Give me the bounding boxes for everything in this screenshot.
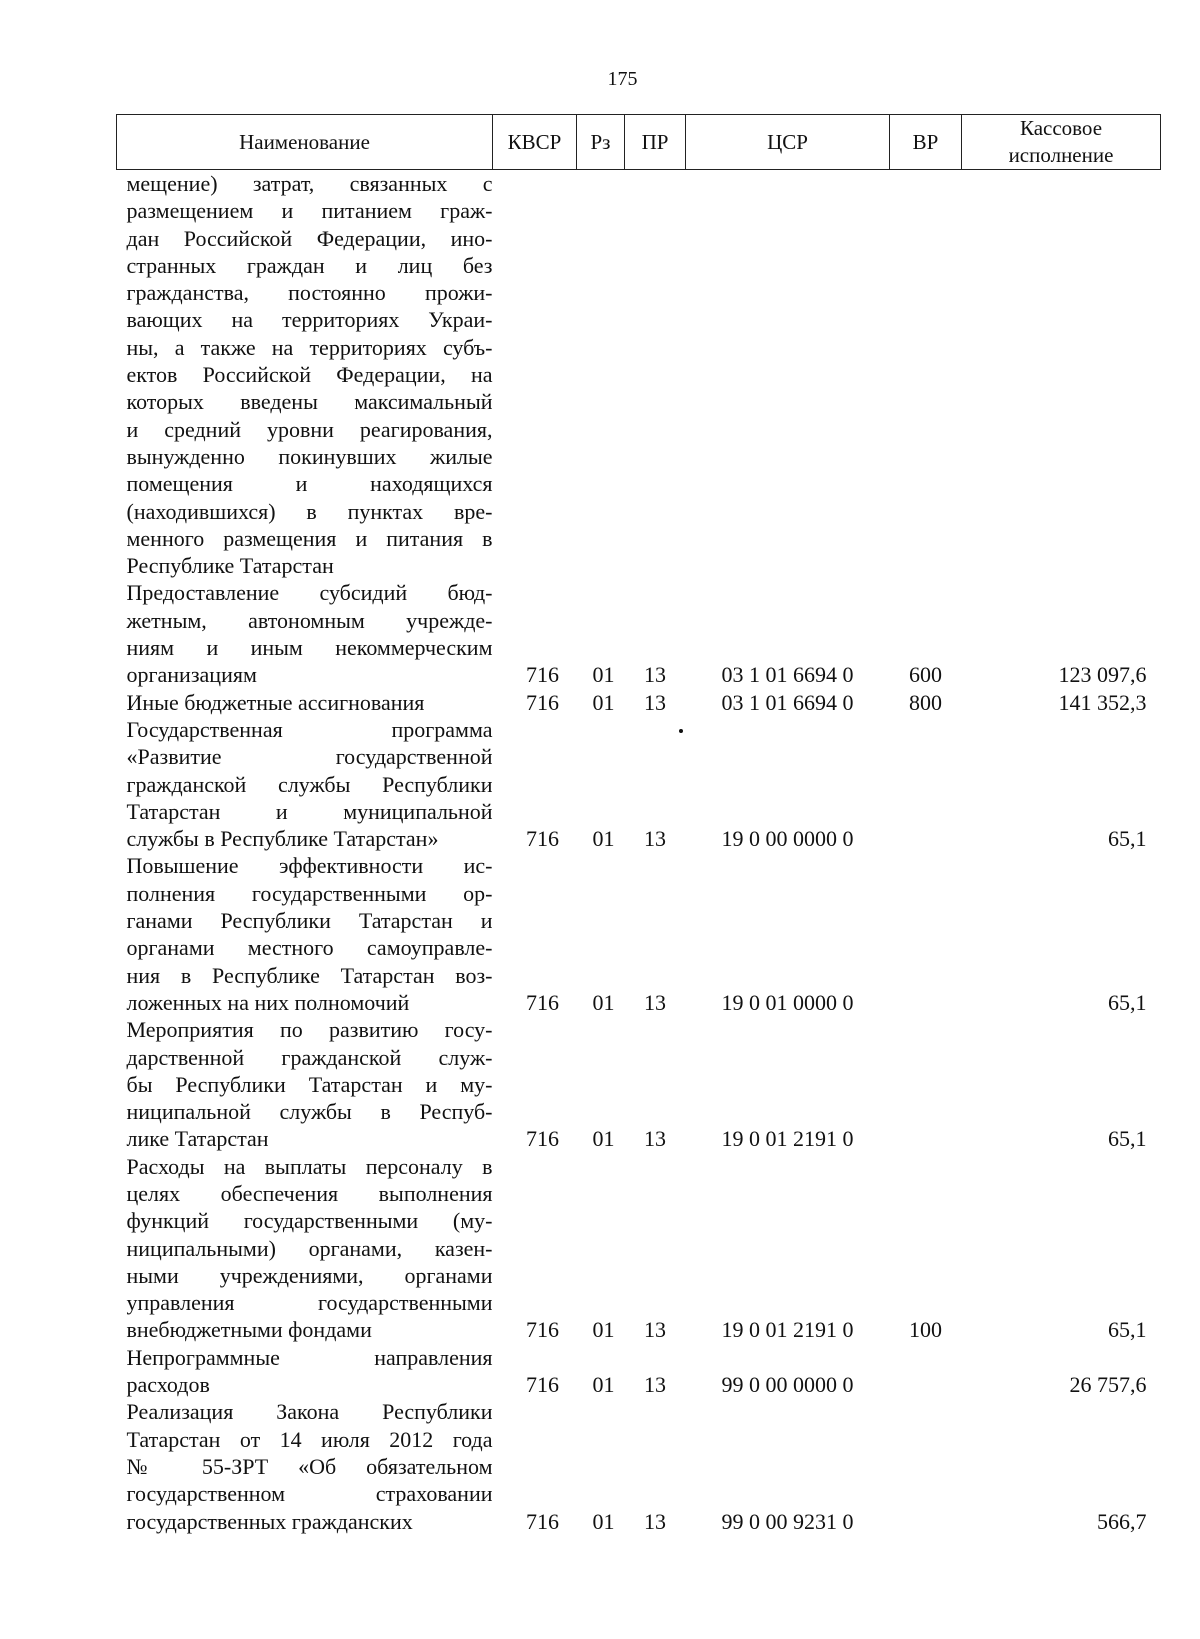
header-rz: Рз	[577, 115, 625, 170]
cell-csr: 19 0 01 0000 0	[721, 989, 854, 1015]
cell-name-line: размещением и питанием граж-	[126, 198, 493, 224]
cell-kvsr: 716	[526, 1126, 559, 1152]
cell-name	[117, 579, 493, 688]
cell-kvsr: 716	[526, 1317, 559, 1343]
cell-pr: 13	[644, 1372, 666, 1398]
cell-kvsr: 716	[526, 989, 559, 1015]
cell-csr: 99 0 00 0000 0	[721, 1372, 854, 1398]
table-row	[117, 1153, 1161, 1344]
cell-kvsr: 716	[526, 826, 559, 852]
scan-speck	[679, 729, 683, 733]
cell-pr: 13	[644, 662, 666, 688]
cell-name-line: расходов	[126, 1372, 210, 1398]
table-row	[117, 852, 1161, 1016]
cell-kvsr	[493, 170, 577, 580]
cell-pr: 13	[644, 989, 666, 1015]
cell-name	[117, 1016, 493, 1152]
cell-sum: 26 757,6	[1069, 1372, 1147, 1398]
table-row	[117, 579, 1161, 688]
cell-name-line: Республике Татарстан	[126, 553, 334, 579]
cell-name-line: Повышение эффективности ис-	[126, 853, 493, 879]
cell-name-line: ниципальными) органами, казен-	[126, 1235, 493, 1261]
cell-name	[117, 852, 493, 1016]
cell-name-line: бы Республики Татарстан и му-	[126, 1071, 493, 1097]
cell-rz: 01	[592, 1372, 615, 1398]
cell-csr	[686, 170, 890, 580]
cell-name-line: ния в Республике Татарстан воз-	[126, 962, 493, 988]
cell-kvsr: 716	[526, 662, 559, 688]
cell-csr: 19 0 00 0000 0	[721, 826, 854, 852]
cell-vr	[890, 852, 962, 1016]
cell-name-line: Иные бюджетные ассигнования	[126, 689, 425, 715]
cell-name-line: помещения и находящихся	[126, 471, 493, 497]
cell-name	[117, 689, 493, 716]
cell-name-line: которых введены максимальный	[126, 389, 493, 415]
cell-vr	[890, 1016, 962, 1152]
cell-pr: 13	[644, 826, 666, 852]
table-row	[117, 1344, 1161, 1399]
cell-sum: 566,7	[1097, 1508, 1147, 1534]
cell-name-line: Государственная программа	[126, 716, 493, 742]
cell-name-line: службы в Республике Татарстан»	[126, 826, 439, 852]
cell-sum: 123 097,6	[1058, 662, 1147, 688]
header-csr: ЦСР	[686, 115, 890, 170]
cell-rz: 01	[592, 662, 615, 688]
cell-sum: 65,1	[1108, 1126, 1147, 1152]
table-row	[117, 689, 1161, 716]
cell-csr: 03 1 01 6694 0	[721, 662, 854, 688]
cell-name-line: Предоставление субсидий бюд-	[126, 580, 493, 606]
cell-rz: 01	[592, 1317, 615, 1343]
cell-csr: 99 0 00 9231 0	[721, 1508, 854, 1534]
header-cash-execution-line1: Кассовое	[1019, 116, 1103, 140]
cell-name-line: ниям и иным некоммерческим	[126, 635, 493, 661]
cell-name-line: ганами Республики Татарстан и	[126, 908, 493, 934]
cell-vr	[890, 716, 962, 852]
cell-rz: 01	[592, 689, 615, 715]
cell-vr: 100	[909, 1317, 942, 1343]
cell-pr: 13	[644, 1126, 666, 1152]
cell-rz: 01	[592, 989, 615, 1015]
cell-name-line: гражданства, постоянно прожи-	[126, 280, 493, 306]
cell-name-line: мещение) затрат, связанных с	[126, 171, 493, 196]
cell-sum: 65,1	[1108, 1317, 1147, 1343]
table-row	[117, 170, 1161, 580]
cell-csr: 03 1 01 6694 0	[721, 689, 854, 715]
budget-table	[116, 114, 1161, 1535]
cell-pr: 13	[644, 689, 666, 715]
header-name: Наименование	[117, 115, 493, 170]
cell-pr: 13	[644, 1317, 666, 1343]
cell-name-line: лике Татарстан	[126, 1126, 269, 1152]
cell-rz	[577, 170, 625, 580]
cell-rz: 01	[592, 1126, 615, 1152]
cell-name-line: «Развитие государственной	[126, 744, 493, 770]
header-cash-execution-line2: исполнение	[1008, 143, 1114, 167]
cell-name-line: ниципальной службы в Респуб-	[126, 1099, 493, 1125]
cell-name-line: внебюджетными фондами	[126, 1317, 372, 1343]
cell-csr: 19 0 01 2191 0	[721, 1126, 854, 1152]
cell-name-line: органами местного самоуправле-	[126, 935, 493, 961]
cell-name-line: Татарстан и муниципальной	[126, 798, 493, 824]
cell-name-line: управления государственными	[126, 1290, 493, 1316]
cell-name	[117, 1344, 493, 1399]
table-header	[117, 115, 1161, 170]
cell-name-line: Татарстан от 14 июля 2012 года	[126, 1426, 493, 1452]
cell-name-line: государственных гражданских	[126, 1508, 413, 1534]
header-pr: ПР	[625, 115, 686, 170]
cell-name-line: жетным, автономным учрежде-	[126, 607, 493, 633]
cell-name-line: функций государственными (му-	[126, 1208, 493, 1234]
cell-name-line: Расходы на выплаты персоналу в	[126, 1153, 493, 1179]
cell-pr	[625, 170, 686, 580]
cell-name	[117, 1398, 493, 1534]
cell-name-line: (находившихся) в пунктах вре-	[126, 498, 493, 524]
cell-vr: 600	[909, 662, 942, 688]
cell-vr	[890, 170, 962, 580]
cell-name-line: вынужденно покинувших жилые	[126, 443, 493, 469]
table-body	[117, 170, 1161, 1535]
header-vr: ВР	[890, 115, 962, 170]
cell-csr: 19 0 01 2191 0	[721, 1317, 854, 1343]
cell-name-line: Реализация Закона Республики	[126, 1399, 493, 1425]
cell-name	[117, 1153, 493, 1344]
cell-name-line: Мероприятия по развитию госу-	[126, 1017, 493, 1043]
cell-name-line: ложенных на них полномочий	[126, 989, 410, 1015]
cell-name-line: менного размещения и питания в	[126, 525, 493, 551]
cell-kvsr: 716	[526, 1372, 559, 1398]
cell-name-line: гражданской службы Республики	[126, 771, 493, 797]
cell-name-line: ны, а также на территориях субъ-	[126, 334, 493, 360]
cell-name-line: целях обеспечения выполнения	[126, 1180, 493, 1206]
cell-name-line: организациям	[126, 662, 257, 688]
cell-vr	[890, 1398, 962, 1534]
header-cash-execution	[962, 115, 1161, 170]
cell-name-line: государственном страховании	[126, 1481, 493, 1507]
header-kvsr: КВСР	[493, 115, 577, 170]
cell-pr: 13	[644, 1508, 666, 1534]
table-row	[117, 1398, 1161, 1534]
cell-kvsr: 716	[526, 1508, 559, 1534]
page-number: 175	[607, 68, 638, 90]
cell-name-line: Непрограммные направления	[126, 1344, 493, 1370]
cell-rz: 01	[592, 826, 615, 852]
cell-name-line: странных граждан и лиц без	[126, 252, 493, 278]
cell-rz: 01	[592, 1508, 615, 1534]
cell-vr	[890, 1344, 962, 1399]
cell-name-line: дарственной гражданской служ-	[126, 1044, 493, 1070]
table-row	[117, 1016, 1161, 1152]
cell-name-line: полнения государственными ор-	[126, 880, 493, 906]
cell-vr: 800	[909, 689, 942, 715]
cell-name-line: ектов Российской Федерации, на	[126, 362, 493, 388]
cell-kvsr: 716	[526, 689, 559, 715]
cell-sum	[962, 170, 1161, 580]
cell-name-line: вающих на территориях Украи-	[126, 307, 493, 333]
cell-name-line: и средний уровни реагирования,	[126, 416, 493, 442]
cell-name	[117, 716, 493, 852]
cell-name-line: дан Российской Федерации, ино-	[126, 225, 493, 251]
table-row	[117, 716, 1161, 852]
cell-sum: 65,1	[1108, 989, 1147, 1015]
cell-name-line: ными учреждениями, органами	[126, 1262, 493, 1288]
cell-name-line: № 55-ЗРТ «Об обязательном	[126, 1453, 493, 1479]
cell-sum: 141 352,3	[1058, 689, 1147, 715]
cell-name	[117, 170, 493, 580]
cell-sum: 65,1	[1108, 826, 1147, 852]
